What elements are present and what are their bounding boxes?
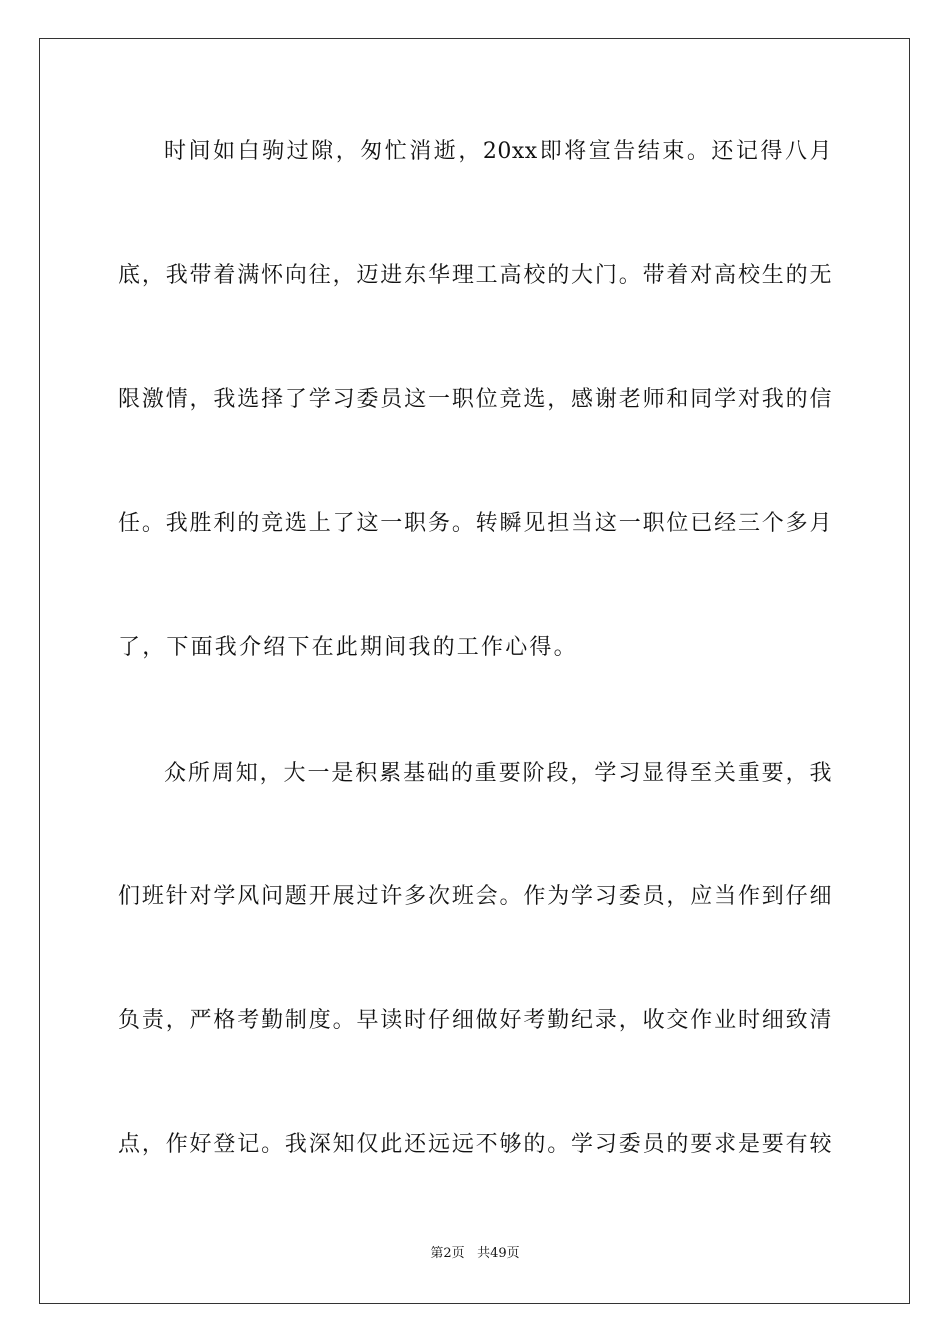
page-total: 共49页 bbox=[477, 1246, 520, 1261]
paragraph-1-line-3: 限激情，我选择了学习委员这一职位竞选，感谢老师和同学对我的信 bbox=[118, 387, 832, 412]
paragraph-1-line-4: 任。我胜利的竞选上了这一职务。转瞬见担当这一职位已经三个多月 bbox=[118, 511, 832, 536]
paragraph-1-line-1: 时间如白驹过隙，匆忙消逝，20xx即将宣告结束。还记得八月 bbox=[164, 139, 832, 164]
paragraph-2-line-3: 负责，严格考勤制度。早读时仔细做好考勤纪录，收交作业时细致清 bbox=[118, 1008, 832, 1033]
paragraph-2-line-4: 点，作好登记。我深知仅此还远远不够的。学习委员的要求是要有较 bbox=[118, 1132, 832, 1157]
paragraph-1-line-2: 底，我带着满怀向往，迈进东华理工高校的大门。带着对高校生的无 bbox=[118, 263, 832, 288]
paragraph-1-line-5: 了，下面我介绍下在此期间我的工作心得。 bbox=[118, 635, 578, 660]
paragraph-2-line-1: 众所周知，大一是积累基础的重要阶段，学习显得至关重要，我 bbox=[164, 761, 832, 786]
page-number: 第2页 bbox=[430, 1246, 465, 1261]
paragraph-2-line-2: 们班针对学风问题开展过许多次班会。作为学习委员，应当作到仔细 bbox=[118, 884, 832, 909]
page-footer bbox=[0, 1245, 950, 1263]
page-border bbox=[39, 38, 910, 1304]
